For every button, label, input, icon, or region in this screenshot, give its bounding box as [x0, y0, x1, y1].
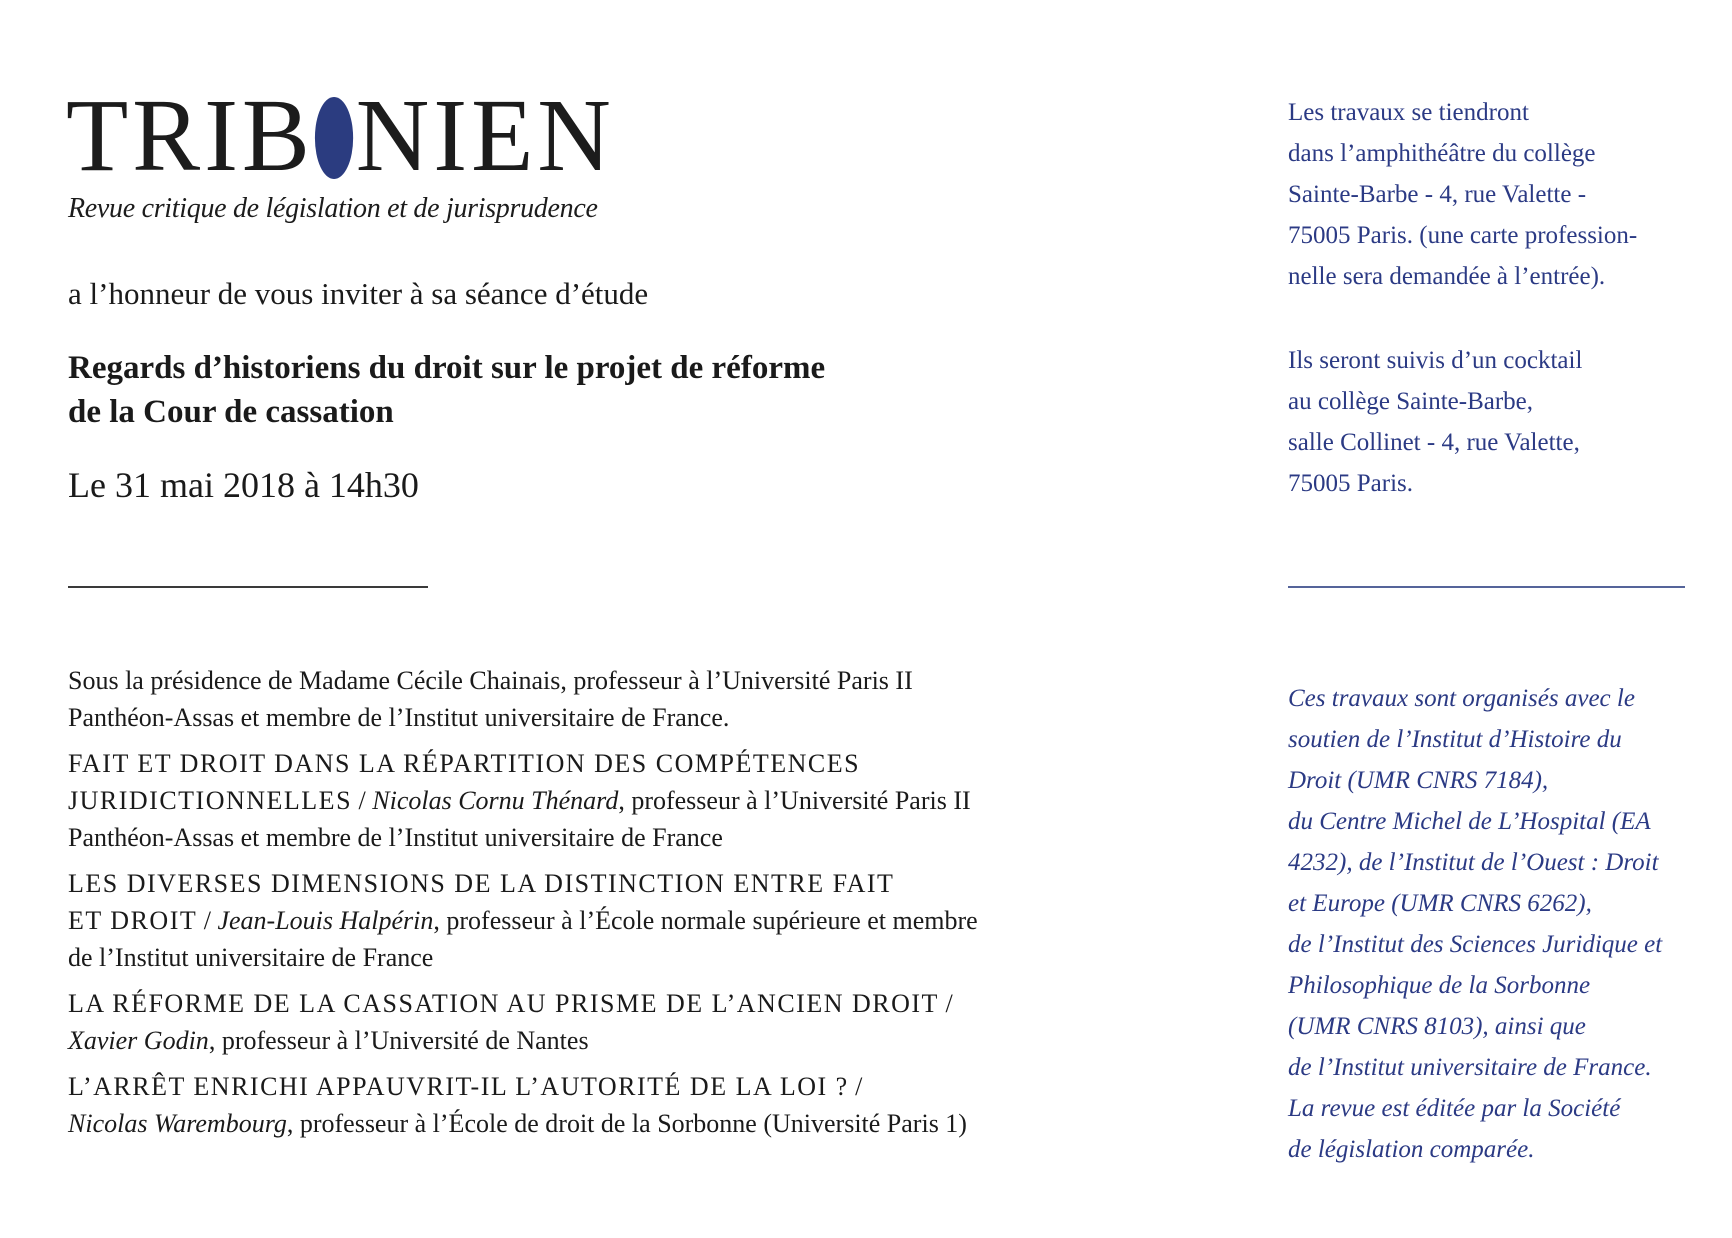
presidency-line: Sous la présidence de Madame Cécile Chainais, professeur à l’Université Paris II [68, 666, 913, 695]
support-info [1288, 678, 1728, 1170]
tribonien-logo [66, 78, 615, 193]
talk-title: FAIT ET DROIT DANS LA RÉPARTITION DES COMPÉTENCES [68, 749, 861, 778]
event-title [68, 346, 1028, 434]
talk-affiliation: , professeur à l’École normale supérieure et membre [433, 906, 978, 935]
talk-affiliation: , professeur à l’Université de Nantes [208, 1026, 589, 1055]
divider-left [68, 586, 428, 588]
venue-info [1288, 92, 1728, 297]
support-line: Philosophique de la Sorbonne [1288, 972, 1591, 999]
presidency [68, 662, 1168, 736]
presidency-line: Panthéon-Assas et membre de l’Institut universitaire de France. [68, 703, 730, 732]
venue-line: Sainte-Barbe - 4, rue Valette - [1288, 181, 1587, 208]
talk-speaker: Nicolas Warembourg [68, 1109, 287, 1138]
venue-line: dans l’amphithéâtre du collège [1288, 140, 1596, 167]
support-line: de l’Institut des Sciences Juridique et [1288, 931, 1663, 958]
event-title-line: Regards d’historiens du droit sur le projet de réforme [68, 350, 826, 386]
talk-item [68, 745, 1168, 856]
logo-text-left: TRIB [66, 78, 314, 193]
talk-speaker: Nicolas Cornu Thénard [372, 786, 619, 815]
cocktail-line: 75005 Paris. [1288, 470, 1413, 497]
talk-separator: / [352, 786, 373, 815]
support-line: 4232), de l’Institut de l’Ouest : Droit [1288, 849, 1659, 876]
support-line: La revue est éditée par la Société [1288, 1095, 1621, 1122]
talk-item [68, 985, 1168, 1059]
talk-title: JURIDICTIONNELLES [68, 786, 353, 815]
venue-line: nelle sera demandée à l’entrée). [1288, 263, 1606, 290]
support-line: (UMR CNRS 8103), ainsi que [1288, 1013, 1586, 1040]
support-line: et Europe (UMR CNRS 6262), [1288, 890, 1592, 917]
talk-title: ET DROIT [68, 906, 198, 935]
cocktail-line: salle Collinet - 4, rue Valette, [1288, 429, 1580, 456]
talk-title: LA RÉFORME DE LA CASSATION AU PRISME DE L’ANCIEN DROIT [68, 989, 939, 1018]
talk-affiliation: , professeur à l’Université Paris II [618, 786, 971, 815]
program [68, 662, 1168, 1151]
talk-separator: / [848, 1072, 863, 1101]
venue-line: Les travaux se tiendront [1288, 99, 1529, 126]
talk-item [68, 865, 1168, 976]
talk-separator: / [938, 989, 953, 1018]
support-line: soutien de l’Institut d’Histoire du [1288, 726, 1622, 753]
talk-item [68, 1068, 1168, 1142]
talk-title: L’ARRÊT ENRICHI APPAUVRIT-IL L’AUTORITÉ DE LA LOI ? [68, 1072, 849, 1101]
talk-affiliation: de l’Institut universitaire de France [68, 943, 434, 972]
talk-title: LES DIVERSES DIMENSIONS DE LA DISTINCTION ENTRE FAIT [68, 869, 895, 898]
talk-speaker: Xavier Godin [68, 1026, 209, 1055]
support-line: du Centre Michel de L’Hospital (EA [1288, 808, 1651, 835]
support-line: Ces travaux sont organisés avec le [1288, 685, 1635, 712]
talk-separator: / [197, 906, 218, 935]
cocktail-line: Ils seront suivis d’un cocktail [1288, 347, 1583, 374]
support-line: Droit (UMR CNRS 7184), [1288, 767, 1549, 794]
logo-circle-o-icon [315, 97, 353, 179]
talk-affiliation: , professeur à l’École de droit de la Sorbonne (Université Paris 1) [286, 1109, 967, 1138]
support-line: de législation comparée. [1288, 1136, 1535, 1163]
venue-line: 75005 Paris. (une carte profession- [1288, 222, 1638, 249]
invitation-intro: a l’honneur de vous inviter à sa séance d’étude [68, 276, 649, 311]
cocktail-line: au collège Sainte-Barbe, [1288, 388, 1534, 415]
event-date: Le 31 mai 2018 à 14h30 [68, 465, 419, 505]
talk-speaker: Jean-Louis Halpérin [217, 906, 434, 935]
logo-text-right: NIEN [355, 78, 615, 193]
talk-affiliation: Panthéon-Assas et membre de l’Institut universitaire de France [68, 823, 723, 852]
event-title-line: de la Cour de cassation [68, 394, 394, 430]
divider-right [1288, 586, 1685, 588]
support-line: de l’Institut universitaire de France. [1288, 1054, 1652, 1081]
cocktail-info [1288, 340, 1728, 504]
journal-subtitle: Revue critique de législation et de jurisprudence [68, 193, 598, 224]
